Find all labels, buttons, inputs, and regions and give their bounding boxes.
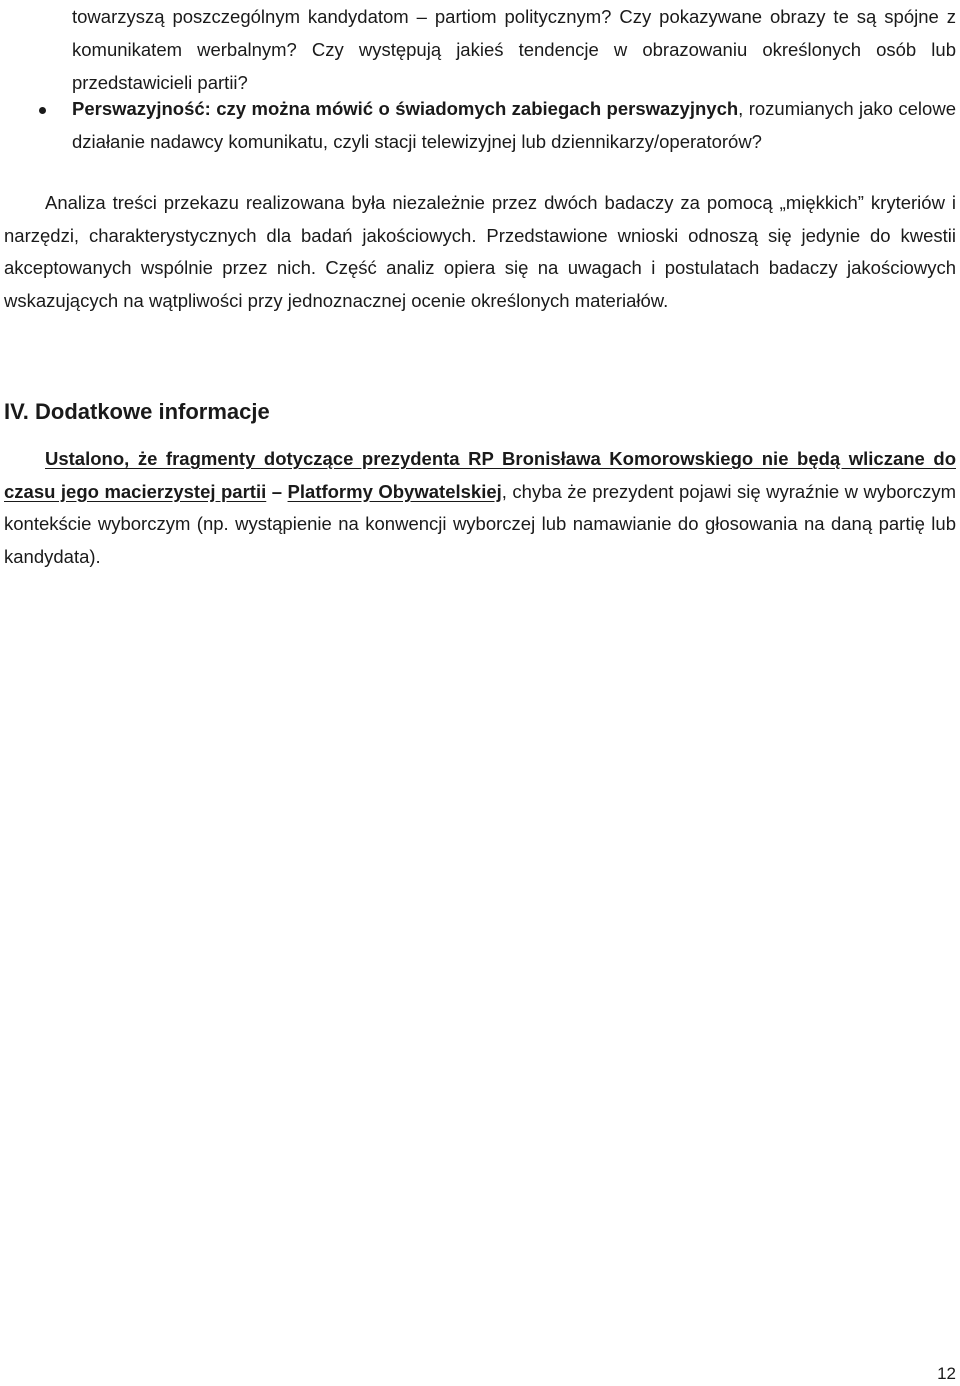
section-heading: IV. Dodatkowe informacje xyxy=(4,399,270,424)
additional-info-paragraph xyxy=(4,443,956,573)
body-paragraph xyxy=(4,187,956,317)
list-item xyxy=(72,92,956,158)
list-item-text: , rozumianych jako celowe działanie nadawcy komunikatu, czyli stacji telewizyjnej lub dziennikarzy/operatorów? xyxy=(72,98,956,152)
bullet-icon xyxy=(39,107,46,114)
additional-info-bold-text: Ustalono, że fragmenty dotyczące prezydenta RP Bronisława Komorowskiego nie będą wliczane do czasu jego macierzystej partii xyxy=(4,448,956,502)
body-paragraph-text: Analiza treści przekazu realizowana była niezależnie przez dwóch badaczy za pomocą „miękkich” kryteriów i narzędzi, charakterystycznych dla badań jakościowych. Przedstawione wnioski odnoszą się jedynie do kwestii akceptowanych wspólnie przez nich. Część analiz opiera się na uwagach i postulatach badaczy jakościowych wskazujących na wątpliwości przy jednoznacznej ocenie określonych materiałów. xyxy=(4,192,956,311)
additional-info-party-name: Platformy Obywatelskiej xyxy=(287,480,502,502)
list-continuation-text: towarzyszą poszczególnym kandydatom – partiom politycznym? Czy pokazywane obrazy te są spójne z komunikatem werbalnym? Czy występują jakieś tendencje w obrazowaniu określonych osób lub przedstawicieli partii? xyxy=(72,6,956,93)
list-item-bold-lead: Perswazyjność: czy można mówić o świadomych zabiegach perswazyjnych xyxy=(72,98,739,119)
additional-info-dash: – xyxy=(266,480,288,502)
page-number: 12 xyxy=(937,1364,956,1383)
additional-info-text: , chyba że prezydent pojawi się wyraźnie w wyborczym kontekście wyborczym (np. wystąpienie na konwencji wyborczej lub namawianie do głosowania na daną partię lub kandydata). xyxy=(4,480,956,567)
